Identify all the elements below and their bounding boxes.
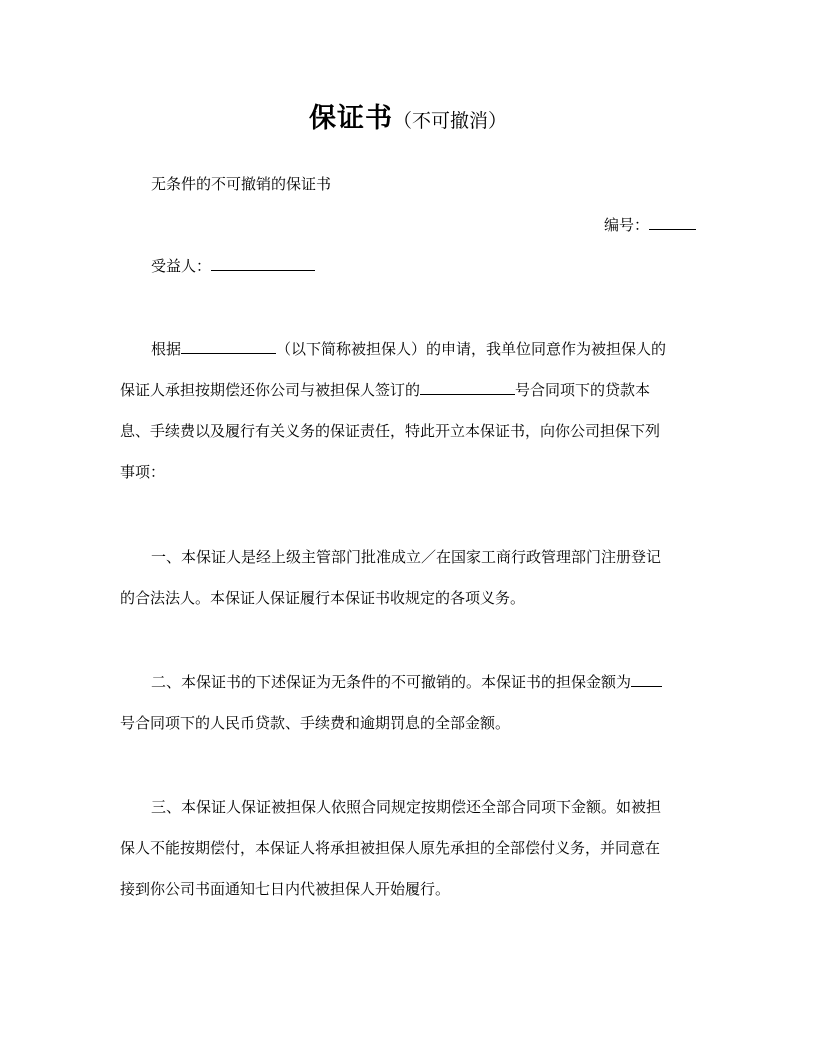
clause-2-line-1 bbox=[120, 672, 696, 692]
intro-line-1 bbox=[120, 339, 696, 359]
number-line bbox=[120, 215, 696, 235]
title-main: 保证书 bbox=[308, 103, 393, 134]
intro-line-3: 息、手续费以及履行有关义务的保证责任，特此开立本保证书，向你公司担保下列 bbox=[120, 422, 661, 440]
number-label: 编号： bbox=[603, 216, 649, 234]
intro-line-4: 事项： bbox=[120, 463, 166, 481]
clause-2-line-2: 号合同项下的人民币贷款、手续费和逾期罚息的全部金额。 bbox=[120, 714, 511, 732]
beneficiary-blank bbox=[211, 256, 315, 271]
clause-1-line-1: 一、本保证人是经上级主管部门批准成立／在国家工商行政管理部门注册登记 bbox=[151, 548, 662, 566]
intro-line-2 bbox=[120, 380, 696, 400]
subtitle: 无条件的不可撤销的保证书 bbox=[151, 175, 332, 193]
guarantee-party-blank bbox=[181, 339, 276, 354]
clause-1-line-2: 的合法法人。本保证人保证履行本保证书收规定的各项义务。 bbox=[120, 589, 526, 607]
document-title bbox=[0, 96, 816, 135]
clause-3-line-3: 接到你公司书面通知七日内代被担保人开始履行。 bbox=[120, 880, 451, 898]
clause-text: 二、本保证书的下述保证为无条件的不可撤销的。本保证书的担保金额为 bbox=[151, 673, 632, 691]
title-sub: （不可撤消） bbox=[392, 110, 507, 132]
beneficiary-line bbox=[120, 256, 696, 276]
contract-number-blank bbox=[420, 380, 515, 395]
intro-text: 号合同项下的贷款本 bbox=[515, 381, 651, 399]
number-blank bbox=[649, 215, 696, 230]
amount-blank bbox=[631, 672, 662, 687]
intro-text: 根据 bbox=[151, 340, 182, 358]
beneficiary-label: 受益人： bbox=[151, 257, 212, 275]
intro-text: （以下简称被担保人）的申请，我单位同意作为被担保人的 bbox=[276, 340, 667, 358]
clause-3-line-2: 保人不能按期偿付，本保证人将承担被担保人原先承担的全部偿付义务，并同意在 bbox=[120, 839, 661, 857]
clause-3-line-1: 三、本保证人保证被担保人依照合同规定按期偿还全部合同项下金额。如被担 bbox=[151, 798, 662, 816]
intro-text: 保证人承担按期偿还你公司与被担保人签订的 bbox=[120, 381, 421, 399]
